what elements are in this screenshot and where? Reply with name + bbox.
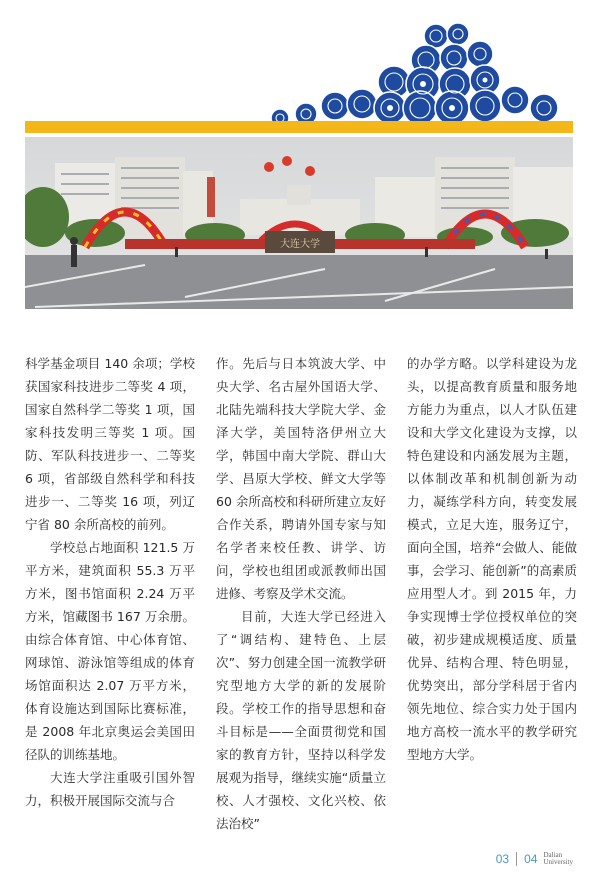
header-accent-bar xyxy=(25,121,573,133)
text-column-2 xyxy=(216,352,386,835)
decorative-swirl-pattern xyxy=(240,22,570,125)
paragraph: 的办学方略。以学科建设为龙头，以提高教育质量和服务地方能力为重点，以人才队伍建设和大学文化建设为支撑，以特色建设和内涵发展为主题，以体制改革和机制创新为动力，凝练学科方向，转变发展模式，立足大连，服务辽宁，面向全国，培养“会做人、能做事，会学习、能创新”的高素质应用型人才。到 2015 年，力争实现博士学位授权单位的突破，初步建成规模适度、质量优异、结构合理、特色明显，优势突出，部分学科居于省内领先地位、综合实力处于国内地方高校一流水平的教学研究型地方大学。 xyxy=(407,356,577,762)
text-column-1 xyxy=(25,352,195,812)
logo-line-2: University xyxy=(543,858,573,866)
campus-gate-photo xyxy=(25,137,573,309)
university-logo xyxy=(543,852,573,866)
page-number-right: 04 xyxy=(524,852,538,866)
page-footer xyxy=(496,852,573,866)
logo-line-1: Dalian xyxy=(543,851,563,859)
text-column-3 xyxy=(407,352,577,766)
paragraph: 科学基金项目 140 余项；学校获国家科技进步二等奖 4 项，国家自然科学二等奖 1 项，国家科技发明三等奖 1 项。国防、军队科技进步一、二等奖 6 项，省部级自然科学和科技进步一、二等奖 16 项，列辽宁省 80 余所高校的前列。 xyxy=(25,356,195,532)
gate-sign-text: 大连大学 xyxy=(280,239,320,250)
page-number-divider xyxy=(516,852,517,866)
page-number-left: 03 xyxy=(495,852,510,866)
paragraph: 目前，大连大学已经进入了“调结构、建特色、上层次”、努力创建全国一流教学研究型地方大学的新的发展阶段。学校工作的指导思想和奋斗目标是——全面贯彻党和国家的教育方针，坚持以科学发展观为指导，继续实施“质量立校、人才强校、文化兴校、依法治校” xyxy=(216,609,386,831)
paragraph: 大连大学注重吸引国外智力，积极开展国际交流与合 xyxy=(25,770,195,808)
paragraph: 作。先后与日本筑波大学、中央大学、名古屋外国语大学、北陆先端科技大学院大学、金泽大学，美国特洛伊州立大学，韩国中南大学院、群山大学、昌原大学校、鲜文大学等 60 余所高校和科研所建立友好合作关系，聘请外国专家与知名学者来校任教、讲学、访问，学校也组团或派教师出国进修、考察及学术交流。 xyxy=(216,356,386,601)
paragraph: 学校总占地面积 121.5 万平方米，建筑面积 55.3 万平方米，图书馆面积 2.24 万平方米，馆藏图书 167 万余册。由综合体育馆、中心体育馆、网球馆、游泳馆等组成的体育场馆面积达 2.07 万平方米，体育设施达到国际比赛标准，是 2008 年北京奥运会美国田径队的训练基地。 xyxy=(25,540,195,762)
